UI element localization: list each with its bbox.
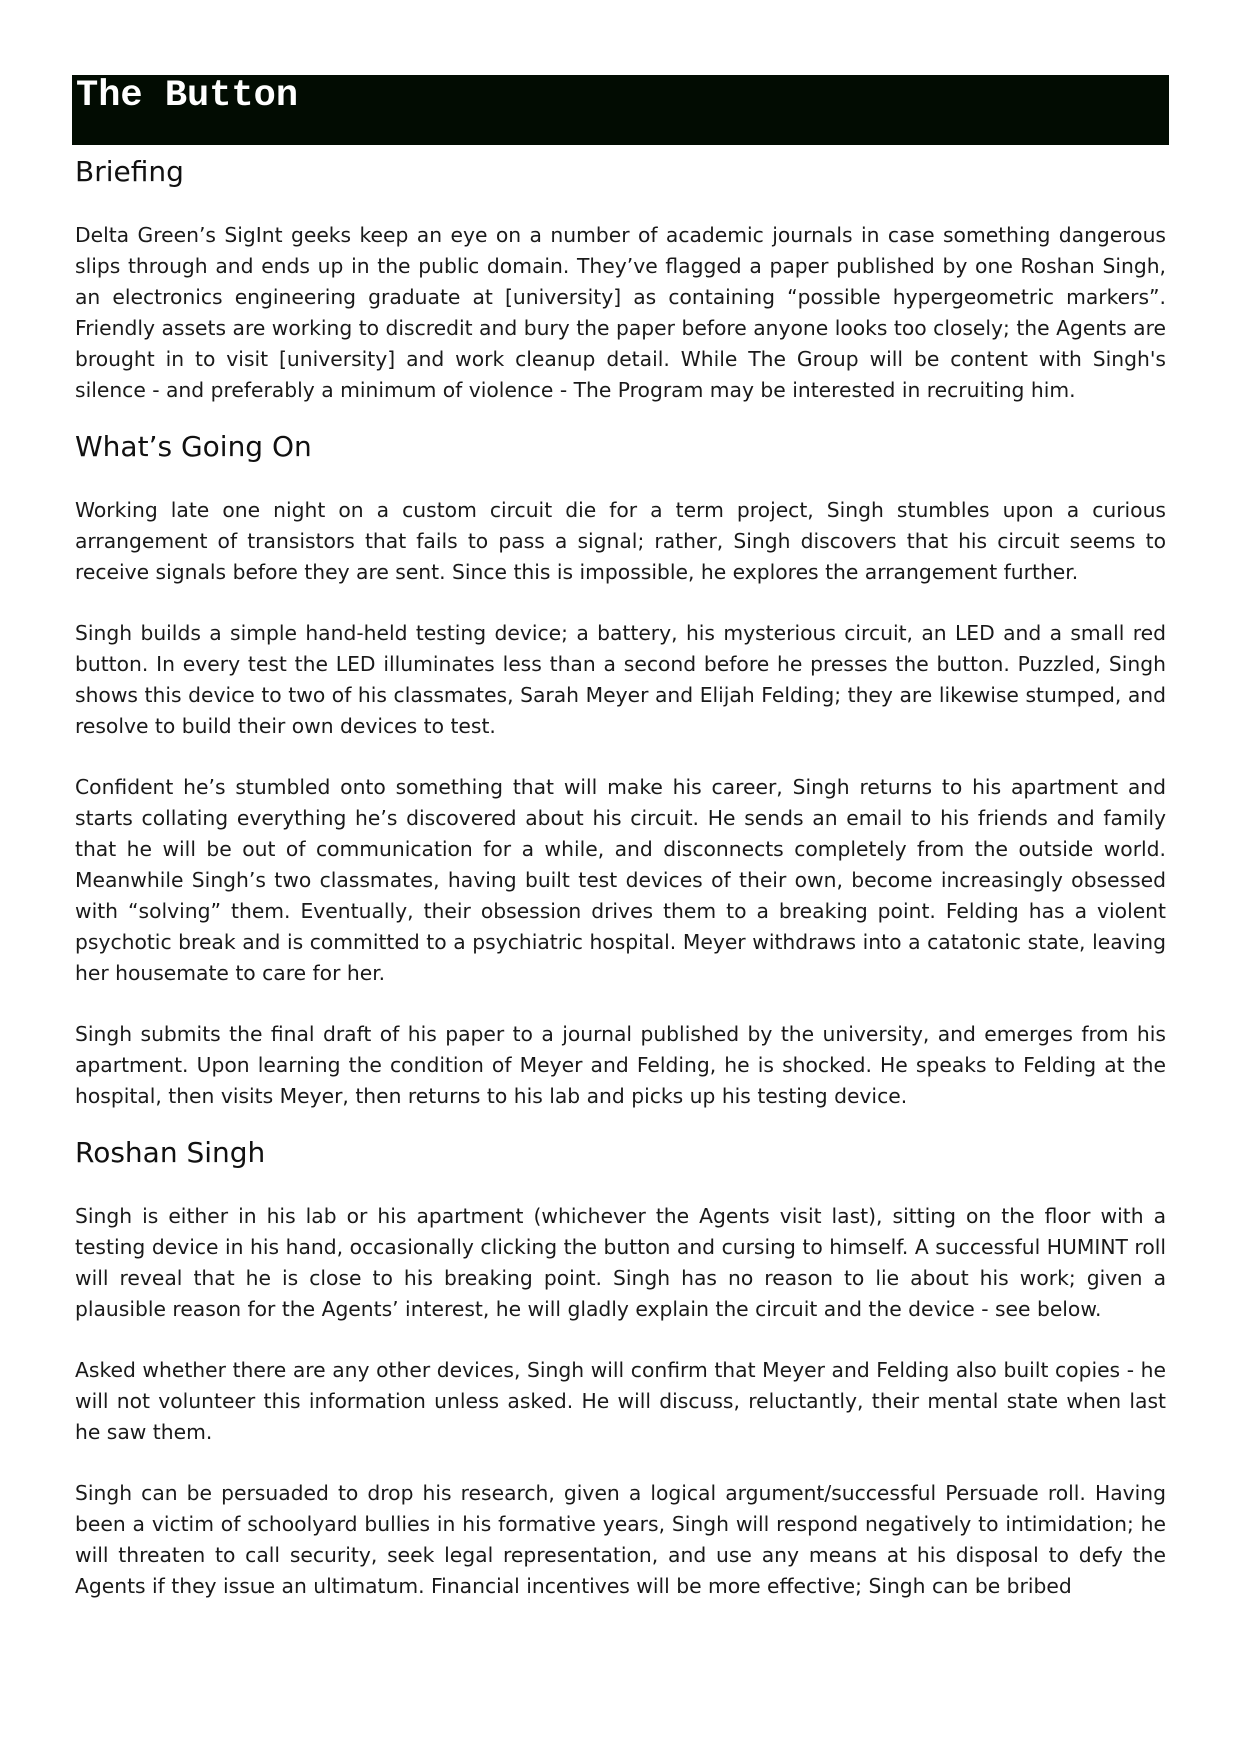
section-heading-roshan-singh: Roshan Singh xyxy=(75,1136,266,1169)
whats-going-on-paragraph: Working late one night on a custom circuit die for a term project, Singh stumbles upon a curious arrangement of transistors that fails to pass a signal; rather, Singh discovers that his circuit seems to receive signals before they are sent. Since this is impossible, he explores the arrangement further. xyxy=(75,498,1166,584)
briefing-paragraph: Delta Green’s SigInt geeks keep an eye on a number of academic journals in case something dangerous slips through and ends up in the public domain. They’ve flagged a paper published by one Roshan Singh, an electronics engineering graduate at [university] as containing “possible hypergeometric markers”. Friendly assets are working to discredit and bury the paper before anyone looks too closely; the Agents are brought in to visit [university] and work cleanup detail. While The Group will be content with Singh's silence - and preferably a minimum of violence - The Program may be interested in recruiting him. xyxy=(75,223,1166,402)
document-title: The Button xyxy=(76,75,299,117)
whats-going-on-paragraph: Singh builds a simple hand-held testing device; a battery, his mysterious circuit, an LED and a small red button. In every test the LED illuminates less than a second before he presses the button. Puzzled, Singh shows this device to two of his classmates, Sarah Meyer and Elijah Felding; they are likewise stumped, and resolve to build their own devices to test. xyxy=(75,621,1166,738)
roshan-singh-paragraph: Asked whether there are any other devices, Singh will confirm that Meyer and Felding also built copies - he will not volunteer this information unless asked. He will discuss, reluctantly, their mental state when last he saw them. xyxy=(75,1358,1166,1444)
title-banner xyxy=(72,75,1169,145)
document-page xyxy=(72,75,1169,1602)
section-heading-whats-going-on: What’s Going On xyxy=(75,430,312,463)
whats-going-on-paragraph: Singh submits the final draft of his paper to a journal published by the university, and emerges from his apartment. Upon learning the condition of Meyer and Felding, he is shocked. He speaks to Felding at the hospital, then visits Meyer, then returns to his lab and picks up his testing device. xyxy=(75,1022,1166,1108)
roshan-singh-paragraph: Singh can be persuaded to drop his research, given a logical argument/successful Persuade roll. Having been a victim of schoolyard bullies in his formative years, Singh will respond negatively to intimidation; he will threaten to call security, seek legal representation, and use any means at his disposal to defy the Agents if they issue an ultimatum. Financial incentives will be more effective; Singh can be bribed xyxy=(75,1481,1166,1598)
roshan-singh-paragraph: Singh is either in his lab or his apartment (whichever the Agents visit last), sitting on the floor with a testing device in his hand, occasionally clicking the button and cursing to himself. A successful HUMINT roll will reveal that he is close to his breaking point. Singh has no reason to lie about his work; given a plausible reason for the Agents’ interest, he will gladly explain the circuit and the device - see below. xyxy=(75,1204,1166,1321)
whats-going-on-paragraph: Confident he’s stumbled onto something that will make his career, Singh returns to his apartment and starts collating everything he’s discovered about his circuit. He sends an email to his friends and family that he will be out of communication for a while, and disconnects completely from the outside world. Meanwhile Singh’s two classmates, having built test devices of their own, become increasingly obsessed with “solving” them. Eventually, their obsession drives them to a breaking point. Felding has a violent psychotic break and is committed to a psychiatric hospital. Meyer withdraws into a catatonic state, leaving her housemate to care for her. xyxy=(75,775,1166,985)
section-heading-briefing: Briefing xyxy=(75,155,184,188)
